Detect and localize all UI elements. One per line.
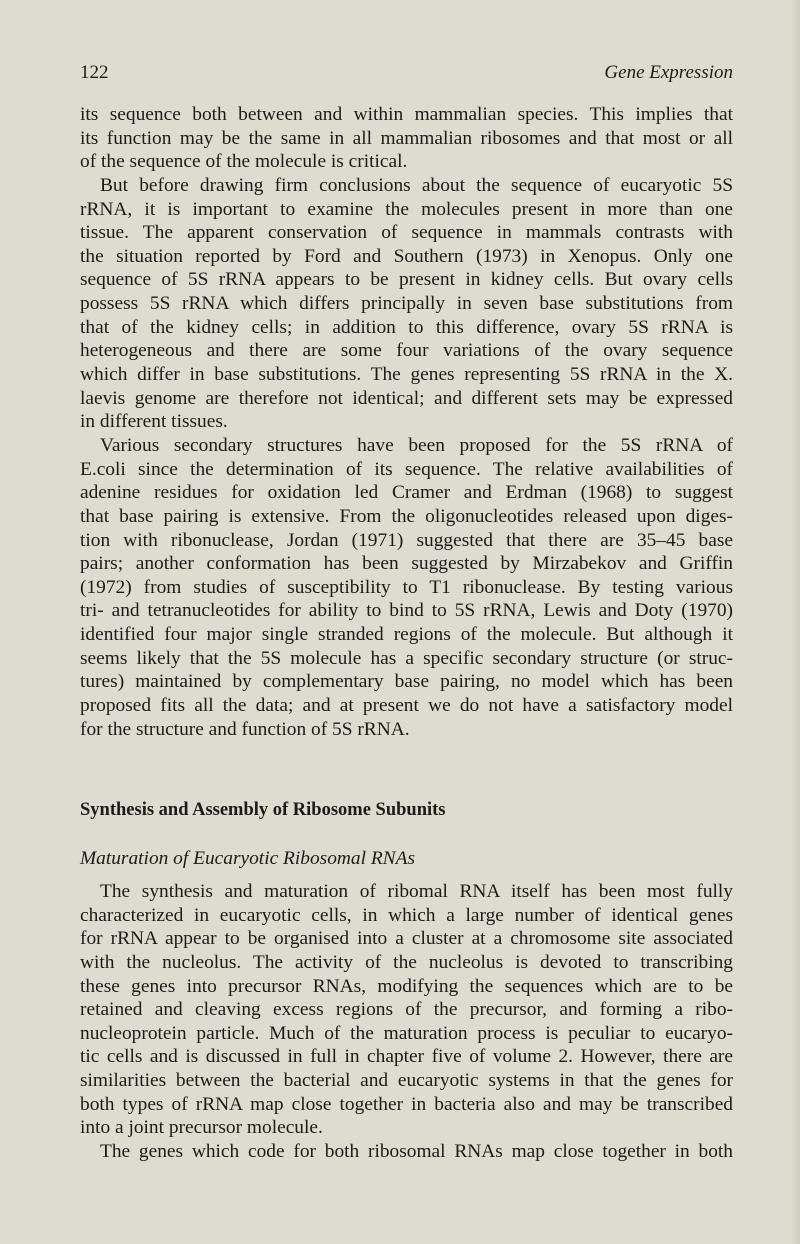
text-line: tic cells and is discussed in full in chapter five of volume 2. However, there are [80,1046,733,1068]
page-number: 122 [80,62,109,83]
text-line: tri- and tetranucleotides for ability to bind to 5S rRNA, Lewis and Doty (1970) [80,600,733,622]
text-line: the situation reported by Ford and Southern (1973) in Xenopus. Only one [80,245,733,267]
running-head [80,62,733,88]
text-line: Various secondary structures have been proposed for the 5S rRNA of [100,434,733,456]
text-line: tures) maintained by complementary base pairing, no model which has been [80,671,733,693]
text-line: tion with ribonuclease, Jordan (1971) suggested that there are 35–45 base [80,529,733,551]
subsection-heading: Maturation of Eucaryotic Ribosomal RNAs [80,848,415,869]
text-line: The genes which code for both ribosomal RNAs map close together in both [100,1141,733,1163]
text-line: its function may be the same in all mammalian ribosomes and that most or all [80,127,733,149]
text-line: for the structure and function of 5S rRNA. [80,718,410,740]
text-line: But before drawing firm conclusions about the sequence of eucaryotic 5S [100,174,733,196]
text-line: tissue. The apparent conservation of sequence in mammals contrasts with [80,222,733,244]
text-line: similarities between the bacterial and eucaryotic systems in that the genes for [80,1070,733,1092]
text-line: retained and cleaving excess regions of the precursor, and forming a ribo- [80,999,733,1021]
text-line: The synthesis and maturation of ribomal RNA itself has been most fully [100,881,733,902]
text-line: heterogeneous and there are some four variations of the ovary sequence [80,340,733,362]
text-line: adenine residues for oxidation led Cramer and Erdman (1968) to suggest [80,482,733,504]
text-line: characterized in eucaryotic cells, in which a large number of identical genes [80,904,733,926]
text-line: into a joint precursor molecule. [80,1117,323,1139]
text-line: in different tissues. [80,411,228,433]
section-heading: Synthesis and Assembly of Ribosome Subunits [80,800,446,820]
body-text-section-1 [80,103,733,741]
page-edge-shadow [792,0,800,1244]
text-line: these genes into precursor RNAs, modifying the sequences which are to be [80,975,733,997]
text-line: both types of rRNA map close together in bacteria also and may be transcribed [80,1093,733,1115]
text-line: for rRNA appear to be organised into a cluster at a chromosome site associated [80,928,733,950]
text-line: (1972) from studies of susceptibility to T1 ribonuclease. By testing various [80,576,733,598]
text-line: laevis genome are therefore not identical; and different sets may be expressed [80,387,733,409]
running-title: Gene Expression [604,62,733,83]
text-line: rRNA, it is important to examine the molecules present in more than one [80,198,733,220]
text-line: sequence of 5S rRNA appears to be present in kidney cells. But ovary cells [80,269,733,291]
text-line: E.coli since the determination of its sequence. The relative availabilities of [80,458,733,480]
text-line: with the nucleolus. The activity of the nucleolus is devoted to transcribing [80,951,733,973]
text-line: pairs; another conformation has been suggested by Mirzabekov and Griffin [80,553,733,575]
text-line: seems likely that the 5S molecule has a specific secondary structure (or struc- [80,647,733,669]
text-line: which differ in base substitutions. The genes representing 5S rRNA in the X. [80,364,733,386]
text-line: that base pairing is extensive. From the oligonucleotides released upon diges- [80,505,733,527]
text-line: of the sequence of the molecule is critical. [80,151,408,173]
text-line: proposed fits all the data; and at present we do not have a satisfactory model [80,695,733,717]
text-line: nucleoprotein particle. Much of the maturation process is peculiar to eucaryo- [80,1022,733,1044]
body-text-section-2 [80,880,733,1164]
text-line: its sequence both between and within mammalian species. This implies that [80,104,733,125]
text-line: identified four major single stranded regions of the molecule. But although it [80,624,733,646]
text-line: that of the kidney cells; in addition to this difference, ovary 5S rRNA is [80,316,733,338]
text-line: possess 5S rRNA which differs principally in seven base substitutions from [80,293,733,315]
